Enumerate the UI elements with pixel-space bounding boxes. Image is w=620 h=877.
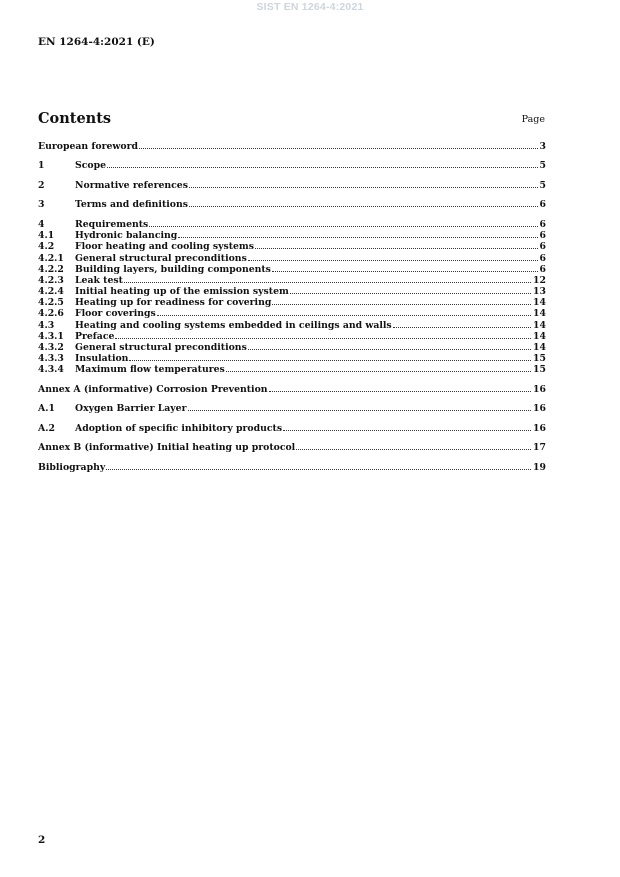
toc-entry[interactable] <box>38 402 546 413</box>
toc-leader-dots <box>178 229 537 238</box>
toc-entry[interactable] <box>38 352 546 363</box>
toc-entry-page: 6 <box>539 263 546 275</box>
toc-entry-number: 4.2.6 <box>38 308 64 320</box>
toc-entry-number: 4.3.1 <box>38 330 64 342</box>
toc-leader-dots <box>189 198 538 207</box>
toc-entry-number: 4.3.4 <box>38 364 64 376</box>
toc-entry-page: 6 <box>539 252 546 264</box>
toc-leader-dots <box>115 330 531 339</box>
toc-entry[interactable] <box>38 285 546 296</box>
toc-entry-title: Bibliography <box>38 461 106 473</box>
toc-entry-number: 4 <box>38 218 45 230</box>
toc-entry-number: 1 <box>38 160 45 172</box>
standard-id: EN 1264-4:2021 (E) <box>38 36 155 48</box>
toc-entry-title: Leak test <box>75 274 123 286</box>
toc-entry-page: 12 <box>533 274 546 286</box>
toc-entry-number: 4.2.4 <box>38 286 64 298</box>
toc-entry-number: 2 <box>38 179 45 191</box>
toc-entry-number: 4.2 <box>38 241 55 253</box>
toc-leader-dots <box>283 422 531 431</box>
toc-leader-dots <box>124 274 531 283</box>
toc-entry-page: 17 <box>533 442 546 454</box>
toc-entry[interactable] <box>38 296 546 307</box>
toc-entry-page: 15 <box>533 364 546 376</box>
toc-leader-dots <box>272 296 531 305</box>
toc-entry[interactable] <box>38 341 546 352</box>
toc-entry-number: 4.2.2 <box>38 263 64 275</box>
toc-entry-title: Preface <box>75 330 115 342</box>
toc-leader-dots <box>189 179 538 188</box>
toc-entry[interactable] <box>38 240 546 251</box>
toc-entry[interactable] <box>38 159 546 170</box>
toc-entry-number: 4.3.3 <box>38 353 64 365</box>
toc-entry-number: 4.3 <box>38 319 55 331</box>
toc-entry-title: Heating up for readiness for covering <box>75 297 272 309</box>
watermark: SIST EN 1264-4:2021 <box>256 1 364 13</box>
toc-entry-title: General structural preconditions <box>75 342 247 353</box>
toc-entry-title: Floor coverings <box>75 308 156 320</box>
toc-leader-dots <box>139 140 538 149</box>
toc-entry-page: 6 <box>539 218 546 230</box>
toc-entry[interactable] <box>38 140 546 151</box>
toc-entry[interactable] <box>38 218 546 229</box>
toc-entry-page: 14 <box>533 330 546 342</box>
page-number: 2 <box>38 834 46 846</box>
toc-leader-dots <box>255 240 538 249</box>
toc-leader-dots <box>248 341 531 350</box>
toc-entry[interactable] <box>38 461 546 472</box>
toc-entry-number: A.1 <box>38 403 55 415</box>
toc-leader-dots <box>129 352 531 361</box>
contents-title: Contents <box>38 110 112 127</box>
toc-entry-title: Terms and definitions <box>75 199 188 211</box>
toc-entry[interactable] <box>38 198 546 209</box>
toc-leader-dots <box>272 263 538 272</box>
toc-entry-number: 4.1 <box>38 230 55 242</box>
toc-entry[interactable] <box>38 441 546 452</box>
toc-entry-title: Maximum flow temperatures <box>75 364 225 376</box>
toc-entry[interactable] <box>38 252 546 263</box>
toc-entry-number: 4.3.2 <box>38 342 64 353</box>
toc-leader-dots <box>188 402 532 411</box>
toc-entry-title: Oxygen Barrier Layer <box>75 403 187 415</box>
toc-entry-page: 14 <box>533 342 546 353</box>
toc-entry-title: Heating and cooling systems embedded in ceilings and walls <box>75 319 392 331</box>
toc-entry-title: Requirements <box>75 218 149 230</box>
table-of-contents <box>38 140 546 472</box>
toc-entry[interactable] <box>38 363 546 374</box>
toc-entry-page: 14 <box>533 297 546 309</box>
toc-entry[interactable] <box>38 383 546 394</box>
toc-entry-page: 16 <box>533 383 546 395</box>
toc-entry-number: 4.2.3 <box>38 274 64 286</box>
toc-entry-title: Hydronic balancing <box>75 230 178 242</box>
toc-entry-page: 13 <box>533 286 546 298</box>
toc-leader-dots <box>157 307 531 316</box>
toc-entry[interactable] <box>38 179 546 190</box>
toc-entry[interactable] <box>38 330 546 341</box>
toc-entry-page: 19 <box>533 461 546 473</box>
toc-entry-title: Floor heating and cooling systems <box>75 241 254 253</box>
toc-leader-dots <box>290 285 531 294</box>
toc-entry-page: 15 <box>533 353 546 365</box>
toc-entry-title: General structural preconditions <box>75 252 247 264</box>
toc-entry-page: 6 <box>539 199 546 211</box>
toc-leader-dots <box>248 252 538 261</box>
toc-entry-title: Annex B (informative) Initial heating up protocol <box>38 442 296 454</box>
toc-entry-title: European foreword <box>38 141 138 152</box>
toc-entry-page: 6 <box>539 230 546 242</box>
toc-entry-title: Initial heating up of the emission system <box>75 286 289 298</box>
toc-entry[interactable] <box>38 229 546 240</box>
toc-entry-number: 3 <box>38 199 45 211</box>
toc-leader-dots <box>107 159 538 168</box>
toc-entry[interactable] <box>38 274 546 285</box>
toc-entry-title: Annex A (informative) Corrosion Prevention <box>38 383 268 395</box>
toc-entry-page: 5 <box>539 179 546 191</box>
toc-entry-title: Building layers, building components <box>75 263 271 275</box>
toc-entry-title: Insulation <box>75 353 129 365</box>
toc-entry-number: A.2 <box>38 422 55 434</box>
toc-entry-title: Adoption of specific inhibitory products <box>75 422 283 434</box>
toc-entry[interactable] <box>38 319 546 330</box>
toc-entry-page: 3 <box>539 141 546 152</box>
toc-leader-dots <box>226 363 531 372</box>
toc-entry-number: 4.2.1 <box>38 252 64 264</box>
toc-entry-page: 14 <box>533 308 546 320</box>
toc-entry-page: 16 <box>533 422 546 434</box>
toc-entry-page: 5 <box>539 160 546 172</box>
toc-entry[interactable] <box>38 263 546 274</box>
toc-entry-number: 4.2.5 <box>38 297 64 309</box>
toc-entry-page: 16 <box>533 403 546 415</box>
toc-leader-dots <box>106 461 531 470</box>
toc-leader-dots <box>296 441 531 450</box>
toc-leader-dots <box>393 319 531 328</box>
toc-entry-title: Scope <box>75 160 106 172</box>
toc-entry[interactable] <box>38 307 546 318</box>
toc-entry-page: 6 <box>539 241 546 253</box>
toc-entry-page: 14 <box>533 319 546 331</box>
page-column-label: Page <box>521 114 545 125</box>
toc-leader-dots <box>269 383 532 392</box>
toc-entry[interactable] <box>38 422 546 433</box>
toc-leader-dots <box>149 218 537 227</box>
toc-entry-title: Normative references <box>75 179 188 191</box>
